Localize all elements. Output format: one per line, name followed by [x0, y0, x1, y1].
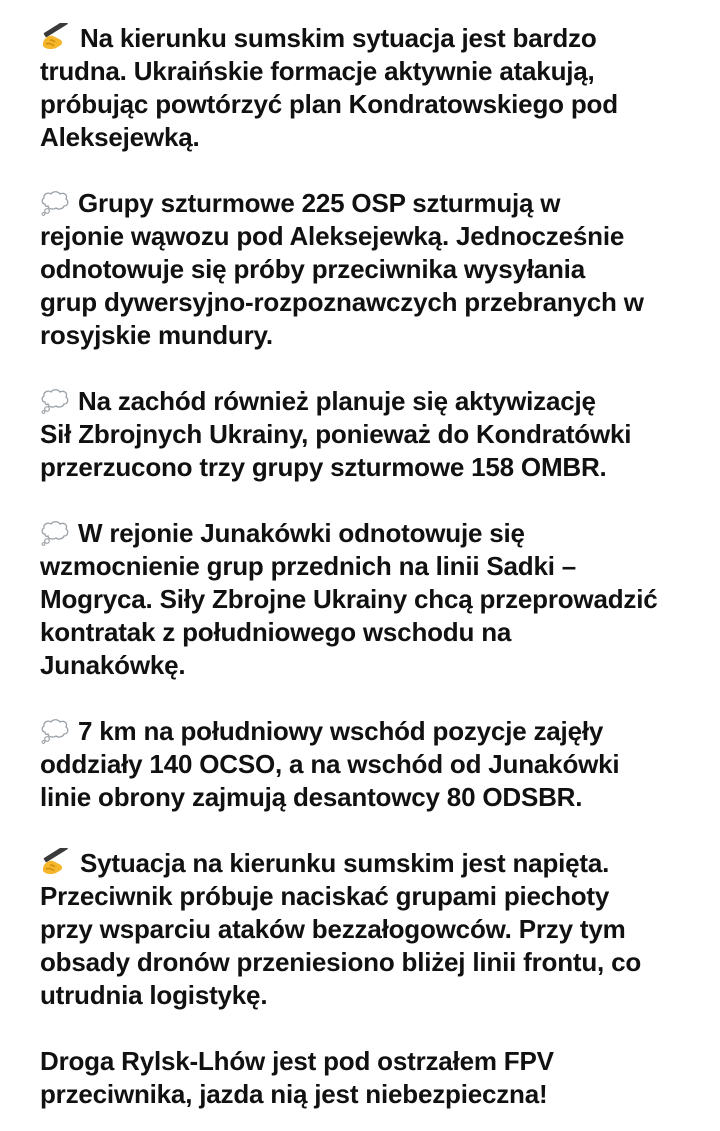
- message-text: kontratak z południowego wschodu na: [40, 617, 512, 647]
- message-line: [40, 847, 700, 880]
- message-text: Grupy szturmowe 225 OSP szturmują w: [78, 188, 561, 218]
- message-line: [40, 22, 700, 55]
- message-line: [40, 748, 700, 781]
- message-line: [40, 583, 700, 616]
- message-text: trudna. Ukraińskie formacje aktywnie atakują,: [40, 56, 595, 86]
- message-line: [40, 55, 700, 88]
- message-text: Na zachód również planuje się aktywizację: [78, 386, 596, 416]
- message-text: wzmocnienie grup przednich na linii Sadki –: [40, 551, 577, 581]
- message-text: próbując powtórzyć plan Kondratowskiego pod: [40, 89, 618, 119]
- message-line: [40, 517, 700, 550]
- message-line: [40, 88, 700, 121]
- message-text: grup dywersyjno-rozpoznawczych przebranych w: [40, 287, 644, 317]
- message-paragraph: [40, 847, 700, 1012]
- message-paragraph: [40, 385, 700, 484]
- message-text: odnotowuje się próby przeciwnika wysyłania: [40, 254, 585, 284]
- message-paragraph: [40, 187, 700, 352]
- message-text: przeciwnika, jazda nią jest niebezpieczna!: [40, 1079, 548, 1109]
- message-text: Droga Rylsk-Lhów jest pod ostrzałem FPV: [40, 1046, 554, 1076]
- message-text: Sił Zbrojnych Ukrainy, ponieważ do Kondratówki: [40, 419, 632, 449]
- message-line: [40, 286, 700, 319]
- message-line: [40, 121, 700, 154]
- message-line: [40, 319, 700, 352]
- message-text: utrudnia logistykę.: [40, 980, 268, 1010]
- message-text: rosyjskie mundury.: [40, 320, 273, 350]
- message-line: [40, 781, 700, 814]
- message-line: [40, 550, 700, 583]
- message-text: oddziały 140 OCSO, a na wschód od Junakówki: [40, 749, 620, 779]
- message-line: [40, 451, 700, 484]
- message-text: linie obrony zajmują desantowcy 80 ODSBR.: [40, 782, 583, 812]
- message-text: Na kierunku sumskim sytuacja jest bardzo: [80, 23, 597, 53]
- message-line: [40, 979, 700, 1012]
- thought-balloon-icon: [40, 190, 70, 216]
- message-line: [40, 649, 700, 682]
- message-text: 7 km na południowy wschód pozycje zajęły: [78, 716, 604, 746]
- message-paragraph: [40, 1045, 700, 1111]
- message-line: [40, 418, 700, 451]
- message-line: [40, 913, 700, 946]
- message-line: [40, 385, 700, 418]
- writing-hand-icon: [40, 848, 72, 876]
- writing-hand-icon: [40, 23, 72, 51]
- message-line: [40, 616, 700, 649]
- message-text: przy wsparciu ataków bezzałogowców. Przy tym: [40, 914, 626, 944]
- message-paragraph: [40, 517, 700, 682]
- message-text: Mogryca. Siły Zbrojne Ukrainy chcą przeprowadzić: [40, 584, 658, 614]
- message-text: Sytuacja na kierunku sumskim jest napięta.: [80, 848, 610, 878]
- message-line: [40, 880, 700, 913]
- message-paragraph: [40, 715, 700, 814]
- thought-balloon-icon: [40, 520, 70, 546]
- message-line: [40, 715, 700, 748]
- message-text: przerzucono trzy grupy szturmowe 158 OMBR.: [40, 452, 607, 482]
- message-line: [40, 220, 700, 253]
- message-line: [40, 1078, 700, 1111]
- thought-balloon-icon: [40, 718, 70, 744]
- message-text: Przeciwnik próbuje naciskać grupami piechoty: [40, 881, 610, 911]
- thought-balloon-icon: [40, 388, 70, 414]
- message-paragraph: [40, 22, 700, 154]
- message-text: Aleksejewką.: [40, 122, 200, 152]
- message-text: obsady dronów przeniesiono bliżej linii frontu, co: [40, 947, 642, 977]
- message-line: [40, 187, 700, 220]
- message-body: [40, 22, 700, 1111]
- message-text: rejonie wąwozu pod Aleksejewką. Jednocześnie: [40, 221, 625, 251]
- message-line: [40, 946, 700, 979]
- message-text: W rejonie Junakówki odnotowuje się: [78, 518, 525, 548]
- message-text: Junakówkę.: [40, 650, 186, 680]
- message-line: [40, 253, 700, 286]
- message-line: [40, 1045, 700, 1078]
